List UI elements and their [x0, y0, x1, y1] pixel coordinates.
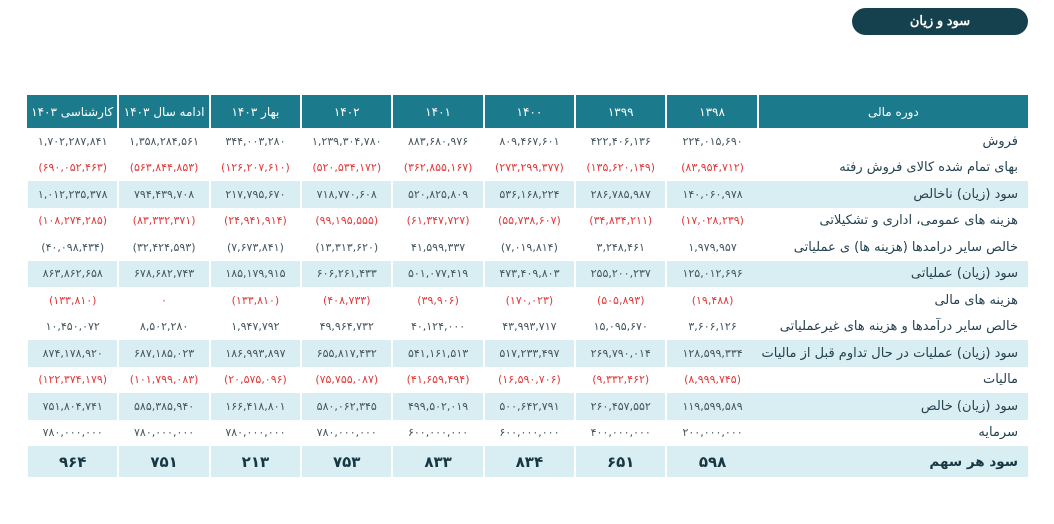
cell-value: ۵۰۰,۶۴۲,۷۹۱: [484, 393, 575, 420]
cell-value: (۱۰۱,۷۹۹,۰۸۳): [118, 367, 209, 394]
cell-value: ۶۰۶,۲۶۱,۴۳۳: [301, 261, 392, 288]
cell-value: ۱,۷۰۲,۲۸۷,۸۴۱: [27, 128, 118, 155]
cell-value: ۳,۲۴۸,۴۶۱: [575, 234, 666, 261]
cell-value: ۷۹۴,۴۳۹,۷۰۸: [118, 181, 209, 208]
row-label: سود (زیان) عملیات در حال تداوم قبل از مالیات: [758, 340, 1028, 367]
cell-value: (۲۷۳,۲۹۹,۳۷۷): [484, 155, 575, 182]
cell-value: (۸,۹۹۹,۷۴۵): [666, 367, 757, 394]
cell-value: ۱,۲۳۹,۳۰۴,۷۸۰: [301, 128, 392, 155]
cell-value: ۶۰۰,۰۰۰,۰۰۰: [484, 420, 575, 447]
cell-value: (۱۳۳,۸۱۰): [210, 287, 301, 314]
cell-value: ۱,۹۴۷,۷۹۲: [210, 314, 301, 341]
cell-value: ۵۲۰,۸۲۵,۸۰۹: [392, 181, 483, 208]
cell-value: (۱۷,۰۲۸,۲۳۹): [666, 208, 757, 235]
cell-value: ۸۳۴: [484, 446, 575, 477]
cell-value: ۸۷۴,۱۷۸,۹۲۰: [27, 340, 118, 367]
table-row: [27, 420, 1028, 447]
table-row: [27, 340, 1028, 367]
cell-value: ۶۷۸,۶۸۲,۷۴۳: [118, 261, 209, 288]
cell-value: ۵۰۱,۰۷۷,۴۱۹: [392, 261, 483, 288]
table-row: [27, 181, 1028, 208]
header-row: [27, 95, 1028, 128]
cell-value: ۱۲۸,۵۹۹,۳۳۴: [666, 340, 757, 367]
cell-value: ۴۰,۱۲۴,۰۰۰: [392, 314, 483, 341]
cell-value: (۱۶,۵۹۰,۷۰۶): [484, 367, 575, 394]
cell-value: (۸۳,۹۵۴,۷۱۲): [666, 155, 757, 182]
cell-value: ۵۹۸: [666, 446, 757, 477]
cell-value: (۵۶۳,۸۴۴,۸۵۳): [118, 155, 209, 182]
cell-value: ۵۸۰,۰۶۲,۳۴۵: [301, 393, 392, 420]
cell-value: (۱۳۵,۶۲۰,۱۴۹): [575, 155, 666, 182]
cell-value: ۴۲۲,۴۰۶,۱۳۶: [575, 128, 666, 155]
cell-value: ۱۵,۰۹۵,۶۷۰: [575, 314, 666, 341]
cell-value: ۱,۰۱۲,۲۳۵,۳۷۸: [27, 181, 118, 208]
cell-value: ۸۸۳,۶۸۰,۹۷۶: [392, 128, 483, 155]
cell-value: (۸۳,۳۳۲,۳۷۱): [118, 208, 209, 235]
cell-value: ۴۹,۹۶۴,۷۳۲: [301, 314, 392, 341]
row-label: هزینه های عمومی، اداری و تشکیلاتی: [819, 213, 1018, 229]
cell-value: ۱۴۰,۰۶۰,۹۷۸: [666, 181, 757, 208]
row-label: مالیات: [982, 372, 1018, 388]
profit-loss-tab[interactable]: سود و زیان: [852, 8, 1028, 35]
row-label: سود (زیان) خالص: [758, 393, 1028, 420]
header-spring-1403: بهار ۱۴۰۳: [210, 95, 301, 128]
header-year-1398: ۱۳۹۸: [666, 95, 757, 128]
cell-value: ۱,۹۷۹,۹۵۷: [666, 234, 757, 261]
cell-value: ۷۵۱: [118, 446, 209, 477]
table-row: [27, 287, 1028, 314]
cell-value: ۶۰۰,۰۰۰,۰۰۰: [392, 420, 483, 447]
table-row: [27, 155, 1028, 182]
cell-value: ۶۵۱: [575, 446, 666, 477]
cell-value: (۲۴,۹۴۱,۹۱۴): [210, 208, 301, 235]
cell-value: (۳۲,۴۲۴,۵۹۳): [118, 234, 209, 261]
cell-value: ۸,۵۰۲,۲۸۰: [118, 314, 209, 341]
cell-value: (۲۰,۵۷۵,۰۹۶): [210, 367, 301, 394]
row-label: هزینه های مالی: [934, 292, 1018, 308]
cell-value: (۱۷۰,۰۲۳): [484, 287, 575, 314]
cell-value: ۱۶۶,۴۱۸,۸۰۱: [210, 393, 301, 420]
header-year-1399: ۱۳۹۹: [575, 95, 666, 128]
cell-value: ۱۸۶,۹۹۳,۸۹۷: [210, 340, 301, 367]
row-label: سرمایه: [978, 425, 1018, 441]
cell-value: (۵۵,۷۳۸,۶۰۷): [484, 208, 575, 235]
cell-value: (۵۲۰,۵۳۴,۱۷۲): [301, 155, 392, 182]
cell-value: (۶۹۰,۰۵۲,۴۶۳): [27, 155, 118, 182]
cell-value: ۱۱۹,۵۹۹,۵۸۹: [666, 393, 757, 420]
table-row: [27, 367, 1028, 394]
cell-value: ۷۵۱,۸۰۴,۷۴۱: [27, 393, 118, 420]
cell-value: ۵۴۱,۱۶۱,۵۱۳: [392, 340, 483, 367]
header-year-1400: ۱۴۰۰: [484, 95, 575, 128]
cell-value: ۳۴۴,۰۰۳,۲۸۰: [210, 128, 301, 155]
cell-value: ۴۱,۵۹۹,۳۳۷: [392, 234, 483, 261]
cell-value: ۲۱۳: [210, 446, 301, 477]
cell-value: ۴۰۰,۰۰۰,۰۰۰: [575, 420, 666, 447]
cell-value: (۳۶۲,۸۵۵,۱۶۷): [392, 155, 483, 182]
cell-value: (۹,۳۳۲,۴۶۲): [575, 367, 666, 394]
row-label: خالص سایر درآمدها و هزینه های غیرعملیاتی: [779, 319, 1018, 335]
table-row: [27, 128, 1028, 155]
cell-value: ۲۵۵,۲۰۰,۲۳۷: [575, 261, 666, 288]
cell-value: (۳۹,۹۰۶): [392, 287, 483, 314]
cell-value: (۶۱,۳۴۷,۷۲۷): [392, 208, 483, 235]
cell-value: (۱۹,۴۸۸): [666, 287, 757, 314]
header-year-1401: ۱۴۰۱: [392, 95, 483, 128]
cell-value: ۴۳,۹۹۳,۷۱۷: [484, 314, 575, 341]
cell-value: ۷۸۰,۰۰۰,۰۰۰: [210, 420, 301, 447]
cell-value: ۷۸۰,۰۰۰,۰۰۰: [301, 420, 392, 447]
row-label: سود (زیان) عملیاتی: [758, 261, 1028, 288]
cell-value: ۴۷۳,۴۰۹,۸۰۳: [484, 261, 575, 288]
cell-value: (۱۳۳,۸۱۰): [27, 287, 118, 314]
cell-value: ۲۸۶,۷۸۵,۹۸۷: [575, 181, 666, 208]
cell-value: ۸۳۳: [392, 446, 483, 477]
row-label: سود (زیان) ناخالص: [758, 181, 1028, 208]
cell-value: ۵۱۷,۲۳۳,۴۹۷: [484, 340, 575, 367]
cell-value: ۷۸۰,۰۰۰,۰۰۰: [27, 420, 118, 447]
cell-value: (۷,۰۱۹,۸۱۴): [484, 234, 575, 261]
cell-value: ۲۶۰,۴۵۷,۵۵۲: [575, 393, 666, 420]
cell-value: (۴۱,۶۵۹,۴۹۴): [392, 367, 483, 394]
header-estimate-1403: کارشناسی ۱۴۰۳: [27, 95, 118, 128]
cell-value: (۷۵,۷۵۵,۰۸۷): [301, 367, 392, 394]
cell-value: (۱۳,۳۱۳,۶۲۰): [301, 234, 392, 261]
cell-value: (۴۰,۰۹۸,۴۳۴): [27, 234, 118, 261]
cell-value: (۱۲۲,۳۷۴,۱۷۹): [27, 367, 118, 394]
cell-value: ۴۹۹,۵۰۲,۰۱۹: [392, 393, 483, 420]
cell-value: ۶۸۷,۱۸۵,۰۲۳: [118, 340, 209, 367]
cell-value: (۴۰۸,۷۳۳): [301, 287, 392, 314]
table-row: [27, 208, 1028, 235]
cell-value: ۱,۳۵۸,۲۸۴,۵۶۱: [118, 128, 209, 155]
cell-value: ۳,۶۰۶,۱۲۶: [666, 314, 757, 341]
table-header: [27, 95, 1028, 128]
cell-value: (۵۰۵,۸۹۳): [575, 287, 666, 314]
cell-value: ۷۱۸,۷۷۰,۶۰۸: [301, 181, 392, 208]
cell-value: ۸۶۳,۸۶۲,۶۵۸: [27, 261, 118, 288]
cell-value: ۲۶۹,۷۹۰,۰۱۴: [575, 340, 666, 367]
cell-value: ۱۸۵,۱۷۹,۹۱۵: [210, 261, 301, 288]
cell-value: (۱۲۶,۲۰۷,۶۱۰): [210, 155, 301, 182]
cell-value: (۷,۶۷۳,۸۴۱): [210, 234, 301, 261]
table-body: [27, 128, 1028, 477]
cell-value: ۲۱۷,۷۹۵,۶۷۰: [210, 181, 301, 208]
cell-value: ۵۳۶,۱۶۸,۲۲۴: [484, 181, 575, 208]
cell-value: ۱۲۵,۰۱۲,۶۹۶: [666, 261, 757, 288]
cell-value: ۰: [118, 287, 209, 314]
row-label: فروش: [982, 133, 1018, 149]
header-rest-of-1403: ادامه سال ۱۴۰۳: [118, 95, 209, 128]
cell-value: ۱۰,۴۵۰,۰۷۲: [27, 314, 118, 341]
cell-value: ۷۸۰,۰۰۰,۰۰۰: [118, 420, 209, 447]
cell-value: (۳۴,۸۳۴,۲۱۱): [575, 208, 666, 235]
row-label: خالص سایر درامدها (هزینه ها) ی عملیاتی: [793, 239, 1018, 255]
cell-value: ۶۵۵,۸۱۷,۴۳۲: [301, 340, 392, 367]
table-row: [27, 261, 1028, 288]
cell-value: ۲۲۴,۰۱۵,۶۹۰: [666, 128, 757, 155]
cell-value: ۷۵۳: [301, 446, 392, 477]
table-row: [27, 446, 1028, 477]
cell-value: ۵۸۵,۳۸۵,۹۴۰: [118, 393, 209, 420]
cell-value: (۹۹,۱۹۵,۵۵۵): [301, 208, 392, 235]
cell-value: ۸۰۹,۴۶۷,۶۰۱: [484, 128, 575, 155]
header-fiscal-period: دوره مالی: [758, 95, 1028, 128]
table-row: [27, 234, 1028, 261]
cell-value: ۹۶۴: [27, 446, 118, 477]
table-row: [27, 314, 1028, 341]
cell-value: (۱۰۸,۲۷۴,۲۸۵): [27, 208, 118, 235]
row-label: سود هر سهم: [758, 446, 1028, 477]
profit-loss-table: [26, 95, 1028, 477]
header-year-1402: ۱۴۰۲: [301, 95, 392, 128]
row-label: بهای تمام شده کالای فروش رفته: [839, 160, 1018, 176]
cell-value: ۲۰۰,۰۰۰,۰۰۰: [666, 420, 757, 447]
table-row: [27, 393, 1028, 420]
